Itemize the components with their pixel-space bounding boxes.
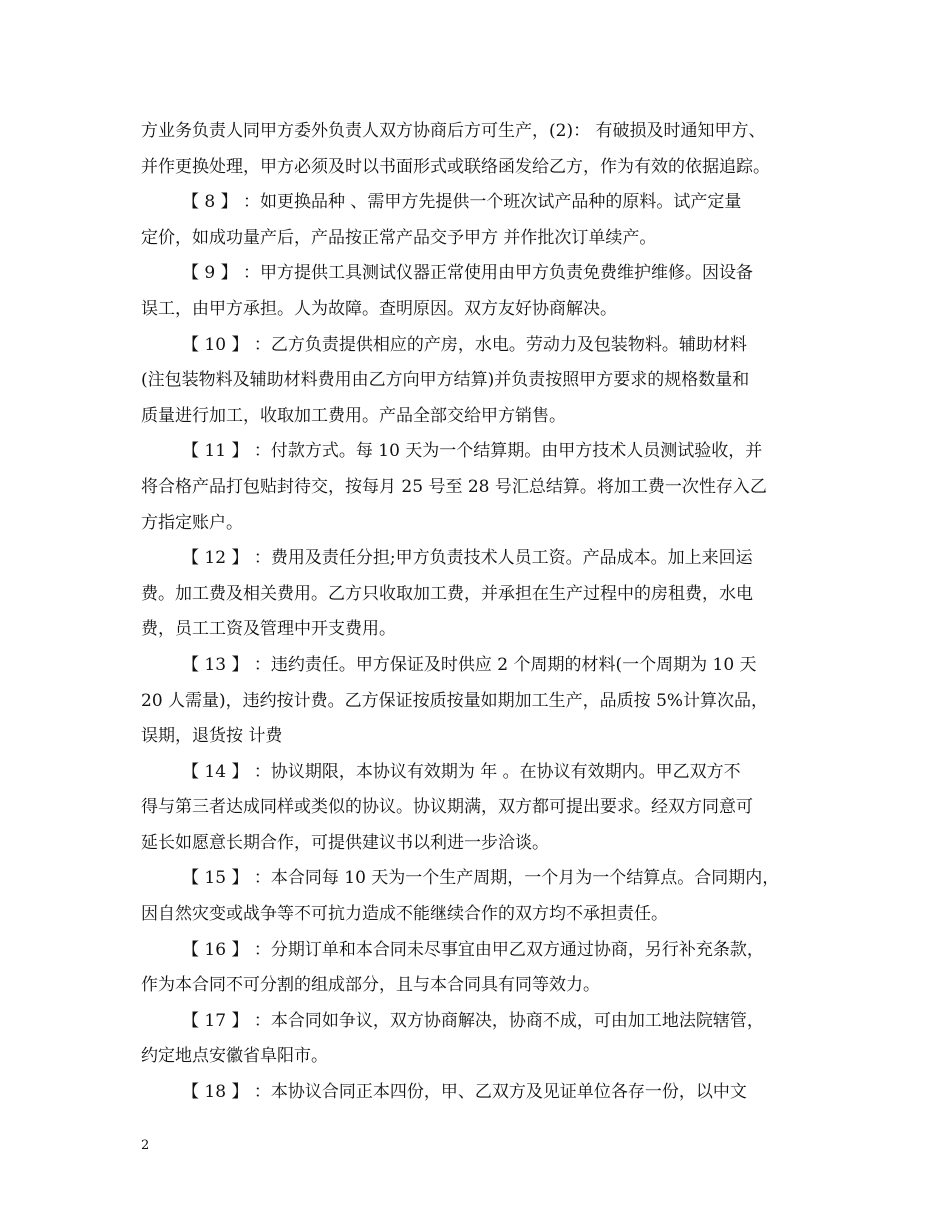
text-line: 将合格产品打包贴封待交，按每月 25 号至 28 号汇总结算。将加工费一次性存入乙 xyxy=(141,476,767,497)
text-line: 因自然灾变或战争等不可抗力造成不能继续合作的双方均不承担责任。 xyxy=(141,904,668,925)
text-line: 约定地点安徽省阜阳市。 xyxy=(141,1046,328,1067)
clause-10 xyxy=(141,328,813,435)
text-line: 方指定账户。 xyxy=(141,512,243,533)
clause-9 xyxy=(141,256,813,327)
text-line: 费。加工费及相关费用。乙方只收取加工费，并承担在生产过程中的房租费，水电 xyxy=(141,583,753,604)
text-line: 定价，如成功量产后，产品按正常产品交予甲方 并作批次订单续产。 xyxy=(141,227,657,248)
clause-17 xyxy=(141,1004,813,1075)
clause-12 xyxy=(141,541,813,648)
text-line: 误工，由甲方承担。人为故障。查明原因。双方友好协商解决。 xyxy=(141,298,617,319)
text-line: 20 人需量)，违约按计费。乙方保证按质按量如期加工生产，品质按 5%计算次品， xyxy=(141,690,769,711)
clause-13 xyxy=(141,648,813,755)
text-line: 质量进行加工，收取加工费用。产品全部交给甲方销售。 xyxy=(141,405,566,426)
clause-15 xyxy=(141,861,813,932)
text-line: 【 15 】 ：本合同每 10 天为一个生产周期，一个月为一个结算点。合同期内， xyxy=(182,868,780,889)
text-line: 【 13 】 ：违约责任。甲方保证及时供应 2 个周期的材料(一个周期为 10 天 xyxy=(182,654,757,675)
text-line: 误期，退货按 计费 xyxy=(141,726,283,747)
text-line: 【 9 】 ：甲方提供工具测试仪器正常使用由甲方负责免费维护维修。因设备 xyxy=(182,263,754,284)
text-line: 【 11 】 ：付款方式。每 10 天为一个结算期。由甲方技术人员测试验收，并 xyxy=(182,441,763,462)
page-number: 2 xyxy=(141,1138,150,1153)
clause-11 xyxy=(141,434,813,541)
text-line: 延长如愿意长期合作，可提供建议书以利进一步洽谈。 xyxy=(141,832,549,853)
document-body xyxy=(141,114,813,1111)
text-line: (注包装物料及辅助材料费用由乙方向甲方结算)并负责按照甲方要求的规格数量和 xyxy=(141,370,750,391)
text-line: 并作更换处理，甲方必须及时以书面形式或联络函发给乙方，作为有效的依据追踪。 xyxy=(141,156,770,177)
text-line: 【 18 】 ：本协议合同正本四份，甲、乙双方及见证单位各存一份，以中文 xyxy=(182,1082,747,1103)
text-line: 费，员工工资及管理中开支费用。 xyxy=(141,619,396,640)
clause-8 xyxy=(141,185,813,256)
text-line: 作为本合同不可分割的组成部分，且与本合同具有同等效力。 xyxy=(141,975,600,996)
clause-18 xyxy=(141,1075,813,1111)
text-line: 【 10 】 ：乙方负责提供相应的产房，水电。劳动力及包装物料。辅助材料 xyxy=(182,334,747,355)
text-line: 得与第三者达成同样或类似的协议。协议期满，双方都可提出要求。经双方同意可 xyxy=(141,797,753,818)
text-line: 方业务负责人同甲方委外负责人双方协商后方可生产，(2)： 有破损及时通知甲方、 xyxy=(141,121,766,141)
text-line: 【 16 】 ：分期订单和本合同未尽事宜由甲乙双方通过协商，另行补充条款， xyxy=(182,939,764,960)
text-line: 【 8 】 ：如更换品种 、需甲方先提供一个班次试产品种的原料。试产定量 xyxy=(182,192,742,213)
text-line: 【 17 】 ：本合同如争议，双方协商解决，协商不成，可由加工地法院辖管， xyxy=(182,1010,764,1031)
text-line: 【 14 】 ：协议期限，本协议有效期为 年 。在协议有效期内。甲乙双方不 xyxy=(182,761,741,782)
text-line: 【 12 】 ：费用及责任分担;甲方负责技术人员工资。产品成本。加上来回运 xyxy=(182,548,753,569)
paragraph-continued xyxy=(141,114,813,185)
clause-14 xyxy=(141,755,813,862)
clause-16 xyxy=(141,933,813,1004)
